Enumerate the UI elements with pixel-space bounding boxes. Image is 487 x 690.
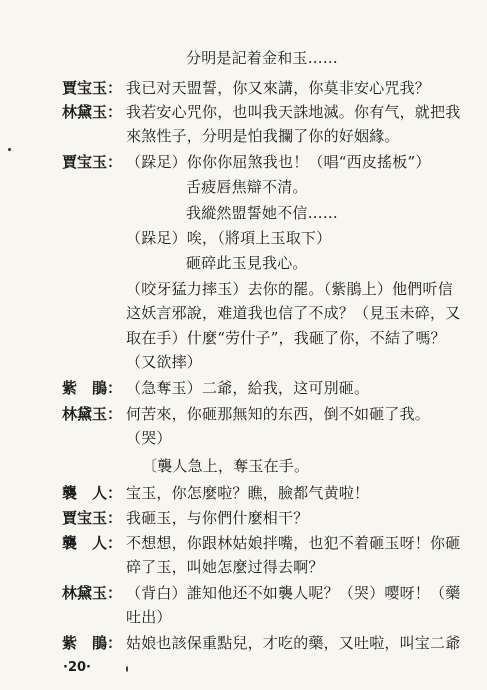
text-line: 分明是記着金和玉…… [186,49,339,67]
text-line: 取在手）什麼“劳什子”，我砸了你，不結了嗎？ [126,329,446,347]
text-line: 这妖言邪說，难道我也信了不成？（見玉未碎，又 [126,304,461,322]
text-line: 來煞性子，分明是怕我攔了你的好姻緣。 [126,127,400,145]
stage-direction: 〔襲人急上，奪玉在手。 [142,457,310,475]
speaker-label: 林黛玉： [62,405,123,423]
text-line: （又欲摔） [126,353,203,371]
speaker-label: 林黛玉： [62,103,123,121]
text-line: 砸碎此玉見我心。 [186,254,308,272]
text-line: 舌疲唇焦辯不清。 [186,178,308,196]
text-line: 我縱然盟誓她不信…… [186,204,339,222]
text-line: （急奪玉）二爺，給我，这可別砸。 [126,379,370,397]
text-line: 姑娘也該保重點兒，才吃的藥，又吐啦，叫宝二爺 [126,634,461,652]
text-line: 碎了玉，叫她怎麼过得去啊？ [126,558,324,576]
text-line: 宝玉，你怎麼啦？瞧，臉都气黄啦！ [126,484,370,502]
text-line: （跺足）唉，（將項上玉取下） [126,229,332,247]
text-line: 我若安心咒你，也叫我天誅地滅。你有气，就把我 [126,103,461,121]
speaker-label: 紫 鵑： [62,634,123,652]
page-number: ·20· [63,660,91,675]
text-line: （哭） [126,429,172,447]
text-line: （跺足）你你你屈煞我也！（唱“西皮搖板”） [126,153,431,171]
speaker-label: 紫 鵑： [62,379,123,397]
text-line: 何苦來，你砸那無知的东西，倒不如砸了我。 [126,405,431,423]
scan-speck [126,666,128,672]
text-line: 吐出） [126,608,172,626]
text-line: 我已对天盟誓，你又來講，你莫非安心咒我？ [126,79,431,97]
speaker-label: 襲 人： [62,534,123,552]
scan-speck [8,148,11,151]
text-line: 不想想，你跟林姑娘拌嘴，也犯不着砸玉呀！你砸 [126,534,461,552]
speaker-label: 林黛玉： [62,584,123,602]
text-line: （背白）誰知他还不如襲人呢？（哭）嘤呀！（藥 [126,584,461,602]
speaker-label: 賈宝玉： [62,153,123,171]
text-line: （咬牙猛力摔玉）去你的罷。（紫鵑上）他們听信 [126,280,453,298]
speaker-label: 襲 人： [62,484,123,502]
speaker-label: 賈宝玉： [62,509,123,527]
speaker-label: 賈宝玉： [62,79,123,97]
text-line: 我砸玉，与你們什麼相干？ [126,509,309,527]
